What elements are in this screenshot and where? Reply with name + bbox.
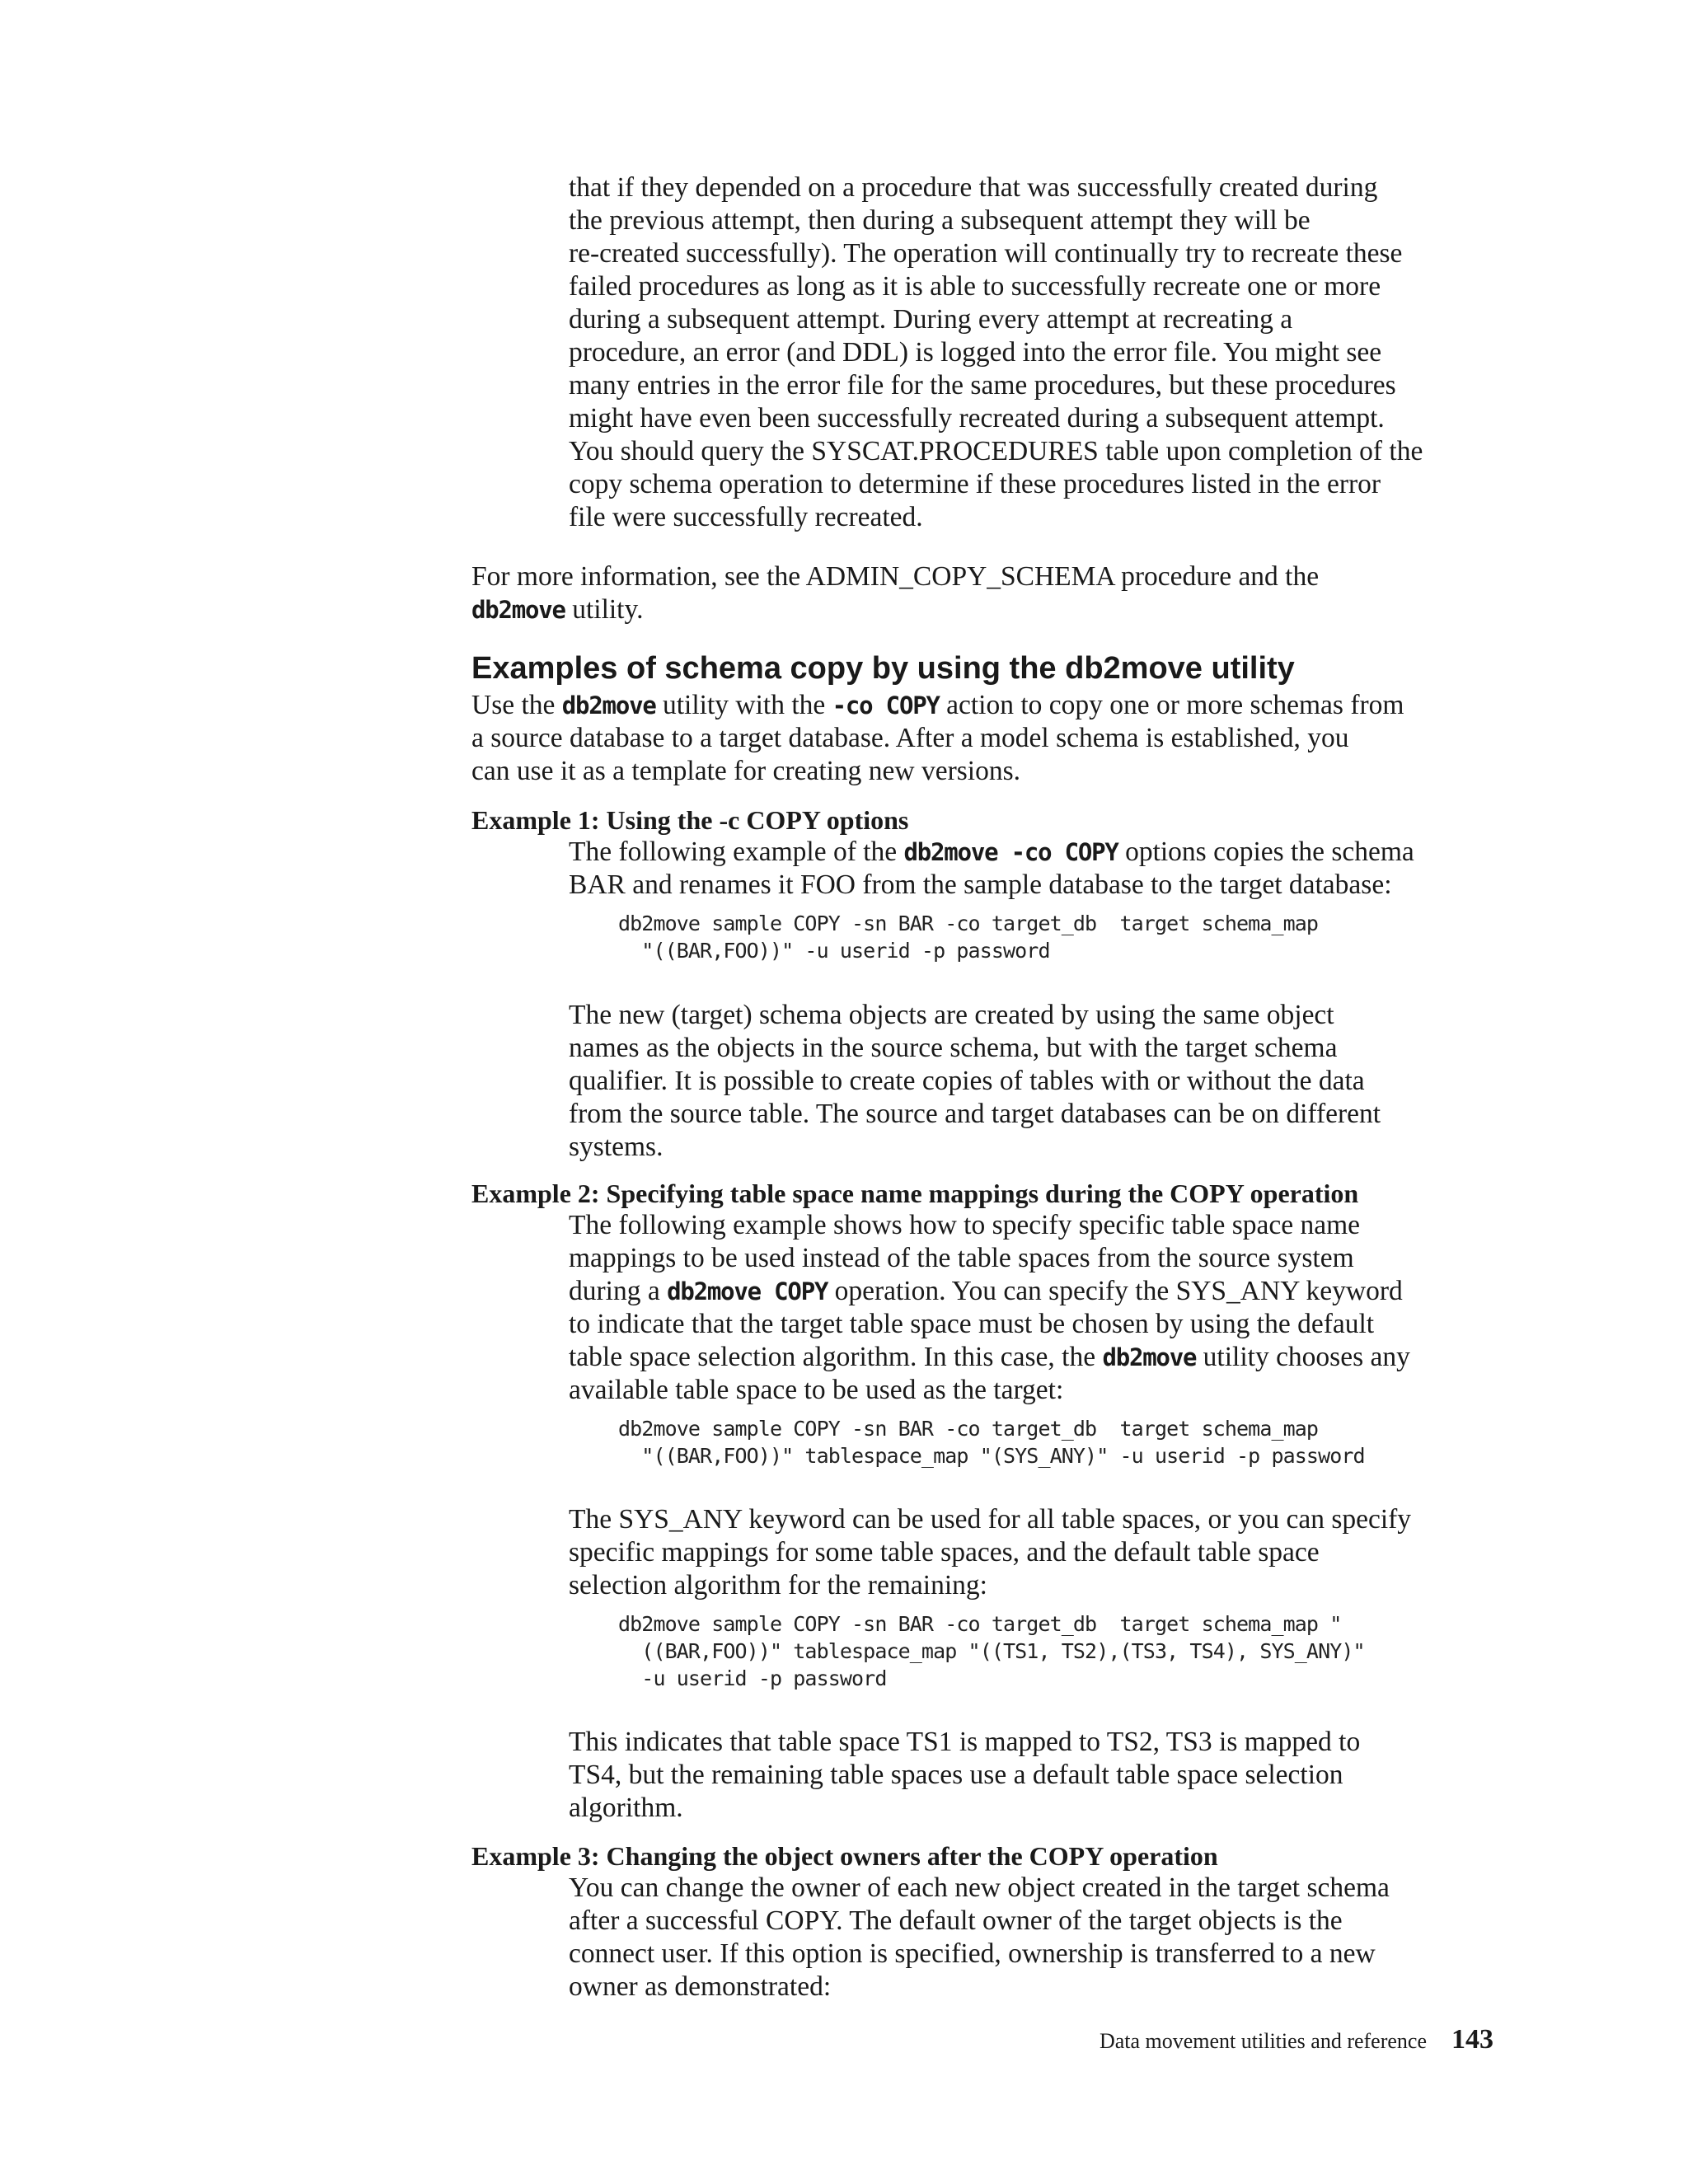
text-line: copy schema operation to determine if these procedures listed in the error: [569, 469, 1381, 499]
text-line: specific mappings for some table spaces, and the default table space: [569, 1537, 1320, 1568]
text-line: might have even been successfully recreated during a subsequent attempt.: [569, 403, 1385, 434]
text-line: BAR and renames it FOO from the sample database to the target database:: [569, 869, 1392, 900]
command-db2move: db2move: [1102, 1343, 1197, 1371]
text-line: during a subsequent attempt. During every attempt at recreating a: [569, 304, 1293, 335]
section-heading: Examples of schema copy by using the db2move utility: [471, 651, 1295, 686]
text-line: a source database to a target database. After a model schema is established, you: [471, 723, 1349, 753]
text-line: many entries in the error file for the same procedures, but these procedures: [569, 370, 1396, 401]
text-line: names as the objects in the source schema, but with the target schema: [569, 1033, 1338, 1063]
text-line: that if they depended on a procedure that was successfully created during: [569, 172, 1378, 203]
text-fragment: utility chooses any: [1196, 1342, 1410, 1372]
footer-title: Data movement utilities and reference: [1099, 2029, 1427, 2053]
text-line: [569, 1341, 1517, 1374]
example-1-code: db2move sample COPY -sn BAR -co target_db target schema_map "((BAR,FOO))" -u userid -p password: [618, 912, 1319, 963]
more-info-paragraph: [471, 560, 1526, 626]
command-option: -co COPY: [832, 691, 940, 719]
text-fragment: Use the: [471, 690, 562, 720]
text-line: For more information, see the ADMIN_COPY_SCHEMA procedure and the: [471, 561, 1320, 592]
text-line: [471, 593, 1526, 626]
example-3-description: [569, 1872, 1517, 2004]
text-line: after a successful COPY. The default owner of the target objects is the: [569, 1905, 1343, 1936]
example-2-code-1: db2move sample COPY -sn BAR -co target_db target schema_map "((BAR,FOO))" tablespace_map "(SYS_ANY)" -u userid -p password: [618, 1417, 1365, 1468]
text-fragment: utility with the: [655, 690, 832, 720]
example-2-middle: [569, 1503, 1517, 1602]
text-line: failed procedures as long as it is able to successfully recreate one or more: [569, 271, 1381, 302]
text-line: The SYS_ANY keyword can be used for all table spaces, or you can specify: [569, 1504, 1412, 1535]
text-fragment: action to copy one or more schemas from: [939, 690, 1404, 720]
text-line: to indicate that the target table space must be chosen by using the default: [569, 1309, 1375, 1339]
intro-paragraph: [569, 171, 1517, 534]
text-line: connect user. If this option is specified, ownership is transferred to a new: [569, 1938, 1376, 1969]
text-fragment: table space selection algorithm. In this case, the: [569, 1342, 1103, 1372]
text-line: You can change the owner of each new object created in the target schema: [569, 1872, 1390, 1903]
text-fragment: operation. You can specify the SYS_ANY keyword: [828, 1276, 1403, 1306]
text-line: available table space to be used as the target:: [569, 1375, 1064, 1405]
text-line: [569, 836, 1517, 869]
example-2-term: Example 2: Specifying table space name mappings during the COPY operation: [471, 1179, 1359, 1208]
example-1-term: Example 1: Using the -c COPY options: [471, 805, 909, 835]
example-3-term: Example 3: Changing the object owners after the COPY operation: [471, 1841, 1218, 1871]
text-line: file were successfully recreated.: [569, 502, 923, 532]
text-fragment: utility.: [565, 594, 644, 625]
text-line: can use it as a template for creating new versions.: [471, 756, 1021, 786]
text-line: The following example shows how to specify specific table space name: [569, 1210, 1361, 1240]
example-1-description: [569, 836, 1517, 902]
text-line: the previous attempt, then during a subsequent attempt they will be: [569, 205, 1311, 236]
command-option: db2move -co COPY: [903, 838, 1118, 866]
page-number: 143: [1451, 2024, 1493, 2055]
text-line: systems.: [569, 1132, 663, 1162]
text-line: algorithm.: [569, 1793, 683, 1823]
text-fragment: options copies the schema: [1118, 837, 1414, 867]
text-line: mappings to be used instead of the table spaces from the source system: [569, 1243, 1354, 1273]
text-line: procedure, an error (and DDL) is logged into the error file. You might see: [569, 337, 1382, 368]
text-line: qualifier. It is possible to create copies of tables with or without the data: [569, 1066, 1365, 1096]
text-fragment: The following example of the: [569, 837, 904, 867]
text-line: from the source table. The source and target databases can be on different: [569, 1099, 1381, 1129]
command-option: db2move COPY: [667, 1277, 828, 1305]
text-line: You should query the SYSCAT.PROCEDURES table upon completion of the: [569, 436, 1423, 466]
example-2-description: [569, 1209, 1517, 1407]
example-2-code-2: db2move sample COPY -sn BAR -co target_db target schema_map " ((BAR,FOO))" tablespace_map "((TS1, TS2),(TS3, TS4), SYS_ANY)" -u userid -p password: [618, 1612, 1365, 1690]
text-line: [569, 1275, 1517, 1308]
text-line: This indicates that table space TS1 is mapped to TS2, TS3 is mapped to: [569, 1727, 1361, 1757]
text-line: The new (target) schema objects are created by using the same object: [569, 1000, 1334, 1030]
page-footer: [1100, 2024, 1493, 2055]
text-line: [471, 689, 1526, 722]
example-2-explanation: [569, 1726, 1517, 1825]
text-line: owner as demonstrated:: [569, 1971, 832, 2002]
section-intro: [471, 689, 1526, 788]
text-line: selection algorithm for the remaining:: [569, 1570, 987, 1601]
example-1-explanation: [569, 999, 1517, 1164]
command-db2move: db2move: [561, 691, 656, 719]
text-fragment: during a: [569, 1276, 668, 1306]
text-line: re-created successfully). The operation will continually try to recreate these: [569, 238, 1403, 269]
command-db2move: db2move: [471, 596, 565, 624]
text-line: TS4, but the remaining table spaces use a default table space selection: [569, 1760, 1343, 1790]
